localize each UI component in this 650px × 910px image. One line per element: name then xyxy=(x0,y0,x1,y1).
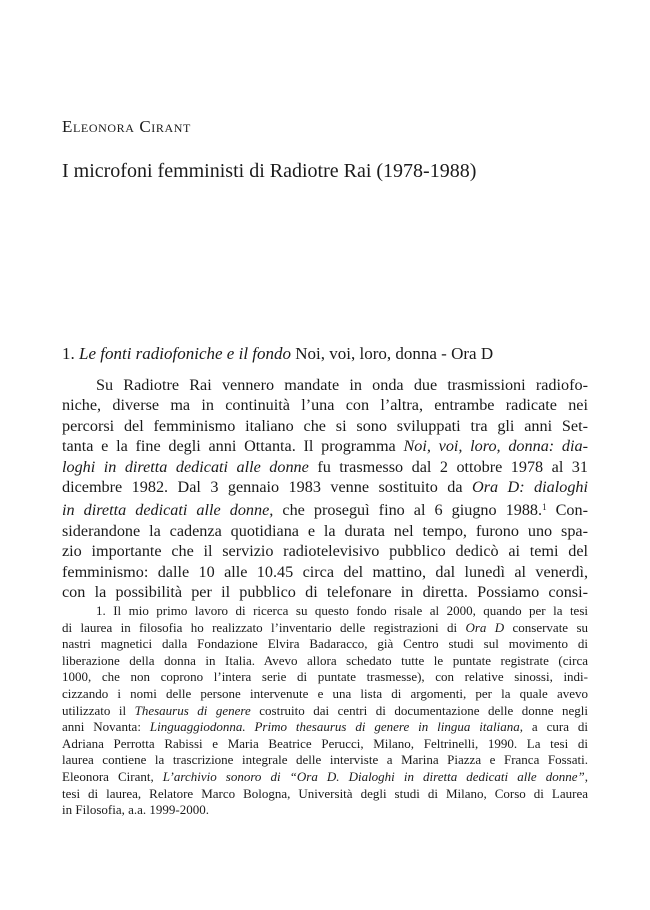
text-run: che proseguì fino al 6 giugno 1988. xyxy=(273,501,543,520)
text-run: in Filosofia, a.a. 1999-2000. xyxy=(62,802,209,818)
body-line xyxy=(62,395,588,415)
section-title-italic: Le fonti radiofoniche e il fondo xyxy=(79,344,292,363)
footnote-line xyxy=(62,620,588,637)
footnote-line xyxy=(62,786,588,803)
italic-text: loghi in diretta dedicati alle donne xyxy=(62,457,309,476)
footnote xyxy=(62,603,588,819)
text-run: siderandone la cadenza quotidiana e la durata nel tempo, furono uno spa- xyxy=(62,521,588,540)
text-run: fu trasmesso dal 2 ottobre 1978 al 31 xyxy=(308,457,588,476)
text-run: con la possibilità per il pubblico di telefonare in diretta. Possiamo consi- xyxy=(62,583,588,602)
footnote-ref[interactable]: 1 xyxy=(542,502,547,513)
body-paragraph xyxy=(62,375,588,602)
body-line xyxy=(62,477,588,497)
italic-text: in diretta dedicati alle donne, xyxy=(62,501,274,520)
chapter-title: I microfoni femministi di Radiotre Rai (1978-1988) xyxy=(62,160,477,182)
text-run: percorsi del femminismo italiano che si sono sviluppati tra gli anni Set- xyxy=(62,416,588,435)
text-run: Su Radiotre Rai vennero mandate in onda due trasmissioni radiofo- xyxy=(96,376,588,394)
italic-text: Ora D: dialoghi xyxy=(472,478,589,497)
author-name: Eleonora Cirant xyxy=(62,117,191,136)
footnote-line xyxy=(62,636,588,653)
text-run: zio importante che il servizio radiotelevisivo pubblico dedicò ai temi del xyxy=(62,542,588,561)
footnote-line xyxy=(62,703,588,720)
italic-text: Linguaggiodonna. Primo thesaurus di genere in lingua italiana xyxy=(149,719,520,735)
text-run: niche, diverse ma in continuità l’una con l’altra, entrambe radicate nei xyxy=(62,396,588,415)
text-run: Eleonora Cirant, xyxy=(62,768,163,784)
body-line xyxy=(62,582,588,602)
body-line xyxy=(62,457,588,477)
text-run: di laurea in filosofia ho realizzato l’inventario delle registrazioni di xyxy=(62,619,466,635)
text-run: anni Novanta: xyxy=(62,719,150,735)
body-line xyxy=(62,375,588,395)
body-line xyxy=(62,521,588,541)
italic-text: L’archivio sonoro di “Ora D. Dialoghi in diretta dedicati alle donne” xyxy=(162,768,585,784)
body-line xyxy=(62,541,588,561)
body-line xyxy=(62,497,588,520)
section-number: 1. xyxy=(62,344,75,363)
text-run: 1. Il mio primo lavoro di ricerca su questo fondo risale al 2000, quando per la tesi xyxy=(96,603,588,618)
text-run: dicembre 1982. Dal 3 gennaio 1983 venne sostituito da xyxy=(62,478,472,497)
footnote-line xyxy=(62,802,588,819)
text-run: Adriana Perrotta Rabissi e Maria Beatrice Perucci, Milano, Feltrinelli, 1990. La tesi di xyxy=(62,735,588,751)
body-line xyxy=(62,436,588,456)
text-run: , xyxy=(584,768,588,784)
footnote-line xyxy=(62,736,588,753)
footnote-line xyxy=(62,653,588,670)
footnote-line xyxy=(62,603,588,620)
section-title-rest: Noi, voi, loro, donna - Ora D xyxy=(295,344,494,363)
footnote-line xyxy=(62,669,588,686)
footnote-line xyxy=(62,769,588,786)
text-run: cizzando i nomi delle persone intervenute e una lista di argomenti, per la quale avevo xyxy=(62,685,588,701)
italic-text: Thesaurus di genere xyxy=(134,702,251,718)
text-run: nastri magnetici dalla Fondazione Elvira Badaracco, già Centro studi sul movimento di xyxy=(62,636,588,652)
text-run: , a cura di xyxy=(519,719,588,735)
footnote-line xyxy=(62,719,588,736)
body-line xyxy=(62,562,588,582)
text-run: utilizzato il xyxy=(62,702,135,718)
text-run: tesi di laurea, Relatore Marco Bologna, Università degli studi di Milano, Corso di Laurea xyxy=(62,785,588,801)
section-heading xyxy=(62,344,493,364)
text-run: femminismo: dalle 10 alle 10.45 circa del mattino, dal lunedì al venerdì, xyxy=(62,562,588,581)
text-run: liberazione della donna in Italia. Avevo allora schedato tutte le puntate registrate (circa xyxy=(62,652,588,668)
text-run: conservate su xyxy=(504,619,589,635)
footnote-line xyxy=(62,752,588,769)
text-run: laurea contiene la trascrizione integrale delle interviste a Marina Piazza e Franca Fossati. xyxy=(62,752,588,768)
body-line xyxy=(62,416,588,436)
italic-text: Noi, voi, loro, donna: dia- xyxy=(403,437,588,456)
text-run: costruito dai centri di documentazione delle donne negli xyxy=(250,702,589,718)
text-run: 1000, che non coprono l’intera serie di puntate trasmesse), con relative sinossi, indi- xyxy=(62,669,588,685)
text-run: Con- xyxy=(546,501,588,520)
text-run: tanta e la fine degli anni Ottanta. Il programma xyxy=(62,437,404,456)
footnote-line xyxy=(62,686,588,703)
italic-text: Ora D xyxy=(465,619,505,635)
